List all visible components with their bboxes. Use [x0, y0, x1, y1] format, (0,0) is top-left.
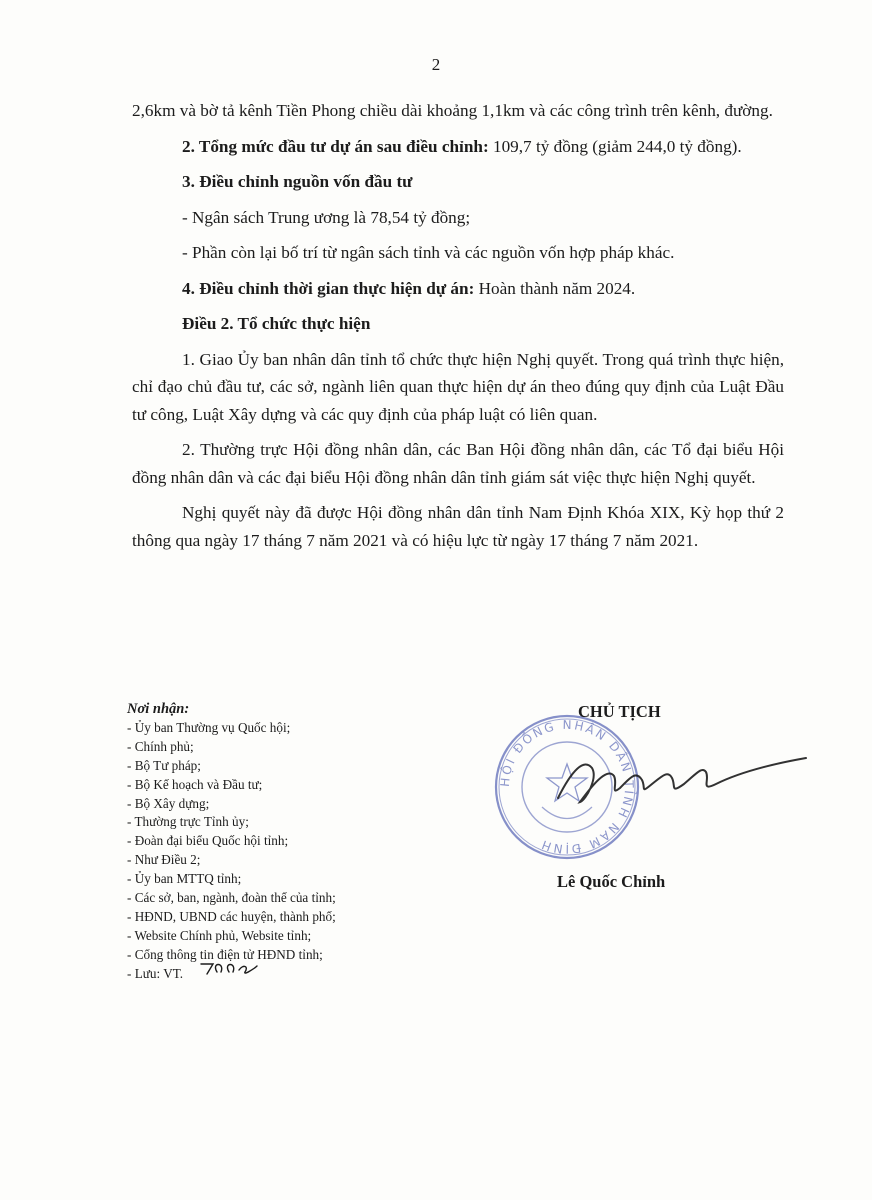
- recipient-item: - Bộ Tư pháp;: [127, 757, 201, 773]
- paragraph-text: 2. Thường trực Hội đồng nhân dân, các Ban Hội đồng nhân dân, các Tổ đại biểu Hội đồng nhân dân và các đại biểu Hội đồng nhân dân tỉnh giám sát việc thực hiện Nghị quyết.: [132, 440, 784, 487]
- paragraph-text: - Phần còn lại bố trí từ ngân sách tỉnh và các nguồn vốn hợp pháp khác.: [182, 243, 675, 262]
- recipient-item: - Website Chính phủ, Website tỉnh;: [127, 927, 312, 943]
- recipients-list: [127, 719, 487, 984]
- recipient-item: - Lưu: VT.: [127, 965, 184, 981]
- paragraph-heading: 3. Điều chỉnh nguồn vốn đầu tư: [182, 172, 413, 191]
- signer-title: CHỦ TỊCH: [578, 702, 661, 721]
- recipient-item: - Bộ Xây dựng;: [127, 795, 210, 811]
- recipient-item: - Cổng thông tin điện tử HĐND tỉnh;: [127, 946, 323, 962]
- paragraph-text: 109,7 tỷ đồng (giảm 244,0 tỷ đồng).: [488, 136, 742, 156]
- paragraph: [132, 499, 784, 554]
- paragraph: [132, 310, 784, 338]
- recipient-item: - Chính phủ;: [127, 738, 194, 754]
- paragraph: [132, 133, 784, 161]
- paragraph: [132, 204, 784, 232]
- recipient-item: - Ủy ban Thường vụ Quốc hội;: [127, 719, 291, 735]
- recipient-item: - Bộ Kế hoạch và Đầu tư;: [127, 776, 263, 792]
- recipient-item: - Đoàn đại biểu Quốc hội tỉnh;: [127, 833, 289, 849]
- paragraph-text: 2,6km và bờ tả kênh Tiền Phong chiều dài khoảng 1,1km và các công trình trên kênh, đường.: [132, 101, 773, 120]
- paragraph-text: - Ngân sách Trung ương là 78,54 tỷ đồng;: [182, 207, 471, 227]
- recipient-item: - Các sở, ban, ngành, đoàn thể của tỉnh;: [127, 890, 336, 906]
- recipient-item: - Ủy ban MTTQ tỉnh;: [127, 871, 242, 887]
- paragraph-text: 1. Giao Ủy ban nhân dân tỉnh tổ chức thực hiện Nghị quyết. Trong quá trình thực hiện, chỉ đạo chủ đầu tư, các sở, ngành liên quan thực hiện dự án theo đúng quy định của Luật Đầu tư công, Luật Xây dựng và các quy định của pháp luật có liên quan.: [132, 349, 784, 424]
- paragraph: [132, 168, 784, 196]
- recipients-title: Nơi nhận:: [127, 701, 190, 717]
- body-text: [132, 97, 784, 562]
- paragraph-text: Hoàn thành năm 2024.: [474, 278, 636, 298]
- archive-mark: [199, 958, 259, 978]
- paragraph: [132, 97, 784, 125]
- paragraph: [132, 275, 784, 303]
- recipient-item: - HĐND, UBND các huyện, thành phố;: [127, 908, 336, 924]
- paragraph-heading: Điều 2. Tổ chức thực hiện: [182, 314, 371, 333]
- paragraph-heading: 4. Điều chỉnh thời gian thực hiện dự án:: [182, 278, 475, 298]
- paragraph: [132, 436, 784, 491]
- paragraph-heading: 2. Tổng mức đầu tư dự án sau điều chỉnh:: [182, 136, 489, 156]
- paragraph-text: Nghị quyết này đã được Hội đồng nhân dân tỉnh Nam Định Khóa XIX, Kỳ họp thứ 2 thông qua ngày 17 tháng 7 năm 2021 và có hiệu lực từ ngày 17 tháng 7 năm 2021.: [132, 503, 784, 550]
- seal-text: HỘI ĐỒNG NHÂN DÂN TỈNH NAM ĐỊNH: [497, 717, 637, 857]
- signer-name: Lê Quốc Chỉnh: [557, 872, 666, 891]
- recipient-item: - Như Điều 2;: [127, 852, 201, 868]
- signature: [550, 740, 810, 820]
- page-number: 2: [431, 55, 441, 74]
- paragraph: [132, 239, 784, 267]
- recipients-block: [127, 700, 487, 984]
- recipient-item: - Thường trực Tỉnh ủy;: [127, 814, 249, 830]
- paragraph: [132, 346, 784, 429]
